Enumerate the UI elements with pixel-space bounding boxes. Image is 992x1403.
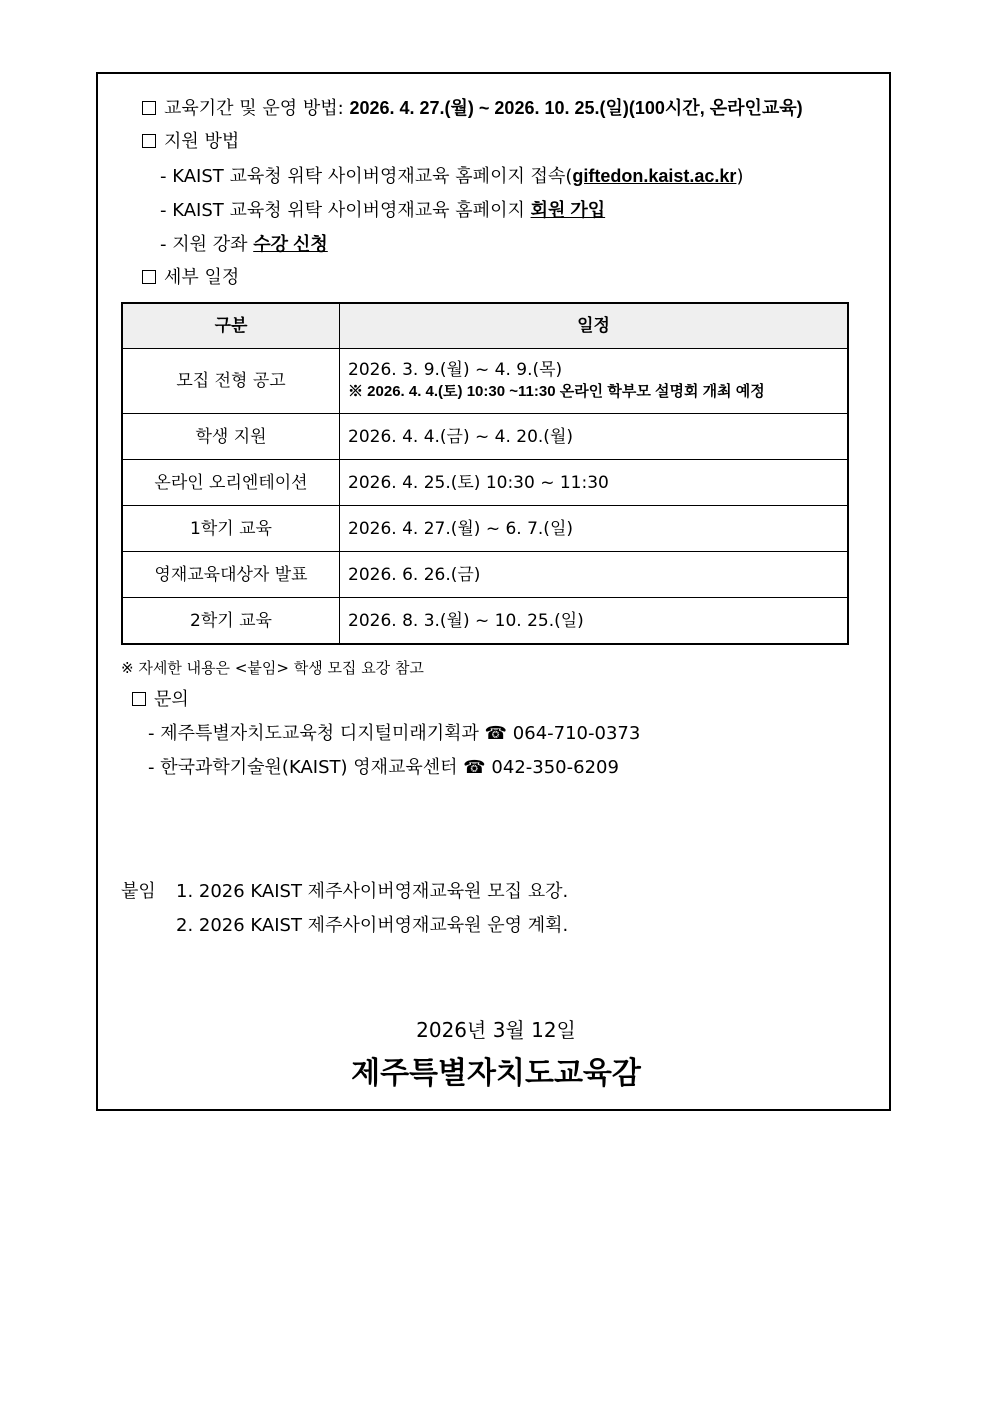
- apply-step-1-prefix: - KAIST 교육청 위탁 사이버영재교육 홈페이지 접속(: [160, 166, 573, 187]
- header-category: 구분: [122, 303, 340, 349]
- checkbox-square-icon: [142, 134, 156, 148]
- row-category: 온라인 오리엔테이션: [122, 460, 340, 506]
- table-row: [122, 349, 848, 414]
- row-date: 2026. 4. 27.(월) ~ 6. 7.(일): [340, 506, 849, 552]
- table-row: [122, 460, 848, 506]
- apply-step-2: [160, 198, 605, 223]
- attachment-item-1: 1. 2026 KAIST 제주사이버영재교육원 모집 요강.: [176, 881, 569, 902]
- signature-date: 2026년 3월 12일: [416, 1018, 576, 1042]
- row-note: ※ 2026. 4. 4.(토) 10:30 ~11:30 온라인 학부모 설명회 개최 예정: [348, 383, 765, 400]
- row-category: 영재교육대상자 발표: [122, 552, 340, 598]
- checkbox-square-icon: [142, 101, 156, 115]
- row-date: 2026. 8. 3.(월) ~ 10. 25.(일): [340, 598, 849, 645]
- contact-title: 문의: [154, 689, 189, 710]
- schedule-title-line: [142, 266, 239, 290]
- apply-step-1-suffix: ): [736, 166, 744, 187]
- schedule-table: [121, 302, 849, 645]
- apply-title: 지원 방법: [164, 131, 240, 152]
- contact-title-line: [132, 688, 189, 712]
- apply-step-3-prefix: - 지원 강좌: [160, 234, 254, 255]
- table-row: [122, 414, 848, 460]
- row-schedule: [340, 349, 849, 414]
- row-date: 2026. 4. 25.(토) 10:30 ~ 11:30: [340, 460, 849, 506]
- homepage-link[interactable]: giftedon.kaist.ac.kr: [572, 166, 737, 186]
- header-schedule: 일정: [340, 303, 849, 349]
- footnote: ※ 자세한 내용은 <붙임> 학생 모집 요강 참고: [121, 659, 424, 677]
- period-value: 2026. 4. 27.(월) ~ 2026. 10. 25.(일)(100시간, 온라인교육): [349, 98, 803, 118]
- apply-step-3-emphasis: 수강 신청: [253, 234, 328, 254]
- row-category: 1학기 교육: [122, 506, 340, 552]
- apply-step-1: [160, 164, 743, 189]
- period-line: [142, 96, 803, 121]
- table-row: [122, 506, 848, 552]
- period-label: 교육기간 및 운영 방법:: [164, 98, 350, 119]
- row-date: 2026. 4. 4.(금) ~ 4. 20.(월): [340, 414, 849, 460]
- apply-title-line: [142, 130, 239, 154]
- attachment-item-2: 2. 2026 KAIST 제주사이버영재교육원 운영 계획.: [176, 915, 569, 936]
- row-date: 2026. 6. 26.(금): [340, 552, 849, 598]
- row-category: 2학기 교육: [122, 598, 340, 645]
- row-category: 학생 지원: [122, 414, 340, 460]
- apply-step-3: [160, 232, 328, 257]
- checkbox-square-icon: [132, 692, 146, 706]
- apply-step-2-prefix: - KAIST 교육청 위탁 사이버영재교육 홈페이지: [160, 200, 531, 221]
- row-date: 2026. 3. 9.(월) ~ 4. 9.(목): [348, 360, 563, 380]
- contact-line-2: - 한국과학기술원(KAIST) 영재교육센터 ☎ 042-350-6209: [148, 757, 619, 778]
- contact-line-1: - 제주특별자치도교육청 디지털미래기획과 ☎ 064-710-0373: [148, 723, 641, 744]
- table-row: [122, 598, 848, 645]
- table-header-row: [122, 303, 848, 349]
- row-category: 모집 전형 공고: [122, 349, 340, 414]
- signature-issuer: 제주특별자치도교육감: [351, 1056, 641, 1091]
- attachment-label: 붙임: [121, 881, 156, 902]
- checkbox-square-icon: [142, 270, 156, 284]
- schedule-title: 세부 일정: [164, 267, 240, 288]
- apply-step-2-emphasis: 회원 가입: [530, 200, 606, 220]
- table-row: [122, 552, 848, 598]
